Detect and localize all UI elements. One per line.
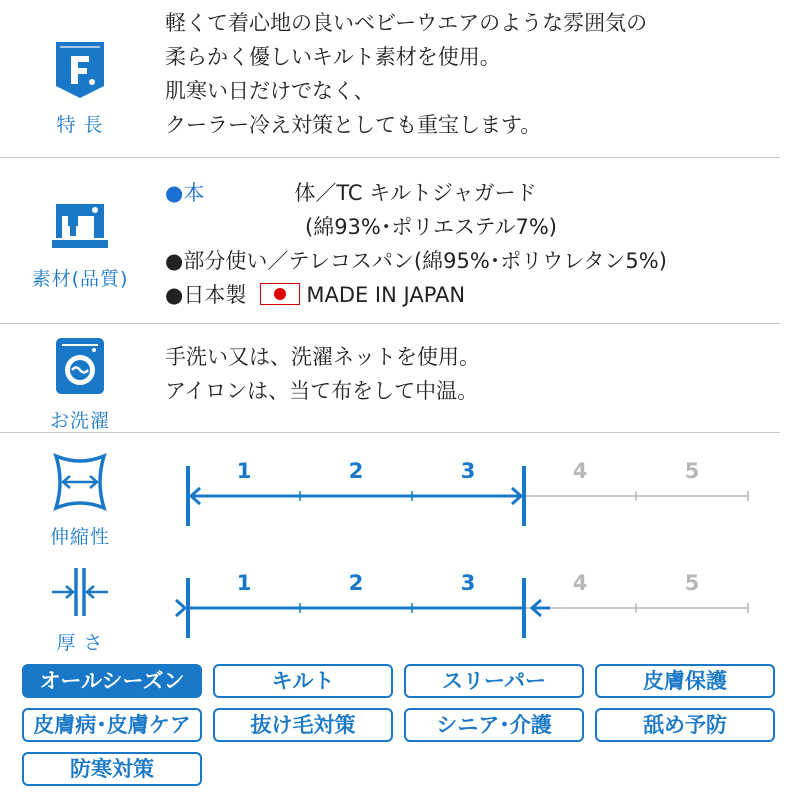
tag-badge: 抜け毛対策 <box>213 708 393 742</box>
scale-number: 1 <box>236 459 252 483</box>
tag-badge: 皮膚病･皮膚ケア <box>22 708 202 742</box>
material-origin <box>165 278 667 312</box>
tag-badge: オールシーズン <box>22 664 202 698</box>
stretch-scale <box>170 450 760 530</box>
scale-number: 3 <box>460 459 476 483</box>
sewing-machine-icon <box>48 198 112 254</box>
washing-text <box>165 340 480 408</box>
scale-number: 4 <box>572 571 588 595</box>
thickness-icon-group <box>20 566 140 655</box>
features-line: 柔らかく優しいキルト素材を使用。 <box>165 45 501 69</box>
scale-number: 5 <box>684 459 700 483</box>
bullet-body: ●本 <box>165 181 205 205</box>
material-text <box>165 176 667 312</box>
scale-number: 2 <box>348 571 364 595</box>
scale-number: 5 <box>684 571 700 595</box>
tag-badge: シニア･介護 <box>404 708 584 742</box>
japan-flag-icon <box>260 283 300 305</box>
material-body-text: 体／TC キルトジャガード <box>294 181 537 205</box>
features-line: 軽くて着心地の良いベビーウエアのような雰囲気の <box>165 11 648 35</box>
tag-badge: 皮膚保護 <box>595 664 775 698</box>
material-body-line <box>165 176 667 210</box>
tag-badge: スリーパー <box>404 664 584 698</box>
material-partial: ●部分使い／テレコスパン(綿95%･ポリウレタン5%) <box>165 249 667 273</box>
tag-f-icon <box>50 38 110 100</box>
features-label: 特 長 <box>56 114 104 136</box>
made-in-japan: MADE IN JAPAN <box>306 283 466 307</box>
stretch-icon-group <box>20 452 140 549</box>
washing-line: 手洗い又は、洗濯ネットを使用。 <box>165 345 480 369</box>
features-icon-group <box>20 38 140 137</box>
features-text <box>165 6 647 142</box>
material-section <box>0 158 780 323</box>
washing-section <box>0 324 780 432</box>
divider <box>0 432 780 433</box>
washing-label: お洗濯 <box>49 410 110 432</box>
washing-machine-icon <box>52 336 108 396</box>
stretch-section <box>0 440 780 550</box>
arrow-right-icon <box>176 600 185 616</box>
origin-text: ●日本製 <box>165 283 247 307</box>
tag-badge: 防寒対策 <box>22 752 202 786</box>
thickness-icon <box>48 566 112 618</box>
tag-badge: キルト <box>213 664 393 698</box>
features-line: クーラー冷え対策としても重宝します。 <box>165 113 542 137</box>
features-line: 肌寒い日だけでなく、 <box>165 79 375 103</box>
thickness-label: 厚 さ <box>56 632 104 654</box>
thickness-section <box>0 560 780 660</box>
washing-icon-group <box>20 336 140 433</box>
scale-number: 2 <box>348 459 364 483</box>
material-label: 素材(品質) <box>31 268 129 290</box>
tag-badge: 舐め予防 <box>595 708 775 742</box>
material-body-detail: (綿93%･ポリエステル7%) <box>305 215 557 239</box>
scale-number: 4 <box>572 459 588 483</box>
stretch-label: 伸縮性 <box>49 526 110 548</box>
features-section <box>0 0 780 157</box>
washing-line: アイロンは、当て布をして中温。 <box>165 379 479 403</box>
stretch-icon <box>50 452 110 512</box>
scale-number: 1 <box>236 571 252 595</box>
scale-number: 3 <box>460 571 476 595</box>
thickness-scale <box>170 562 760 642</box>
material-icon-group <box>20 198 140 291</box>
